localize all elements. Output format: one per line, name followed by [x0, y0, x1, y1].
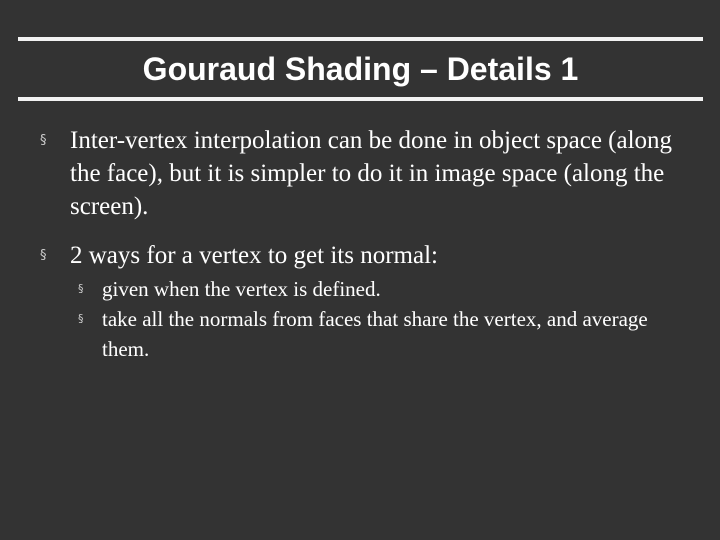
sub-bullet-marker-icon: §	[78, 282, 84, 295]
bullet-text: 2 ways for a vertex to get its normal:	[70, 242, 438, 269]
bullet-item	[40, 124, 680, 223]
sub-bullet-item	[78, 274, 680, 304]
bullet-marker-icon: §	[40, 133, 47, 148]
slide-body	[40, 124, 680, 364]
slide-title: Gouraud Shading – Details 1	[142, 51, 579, 87]
title-top-rule	[18, 37, 703, 41]
sub-bullet-text: take all the normals from faces that share the vertex, and average them.	[102, 307, 648, 361]
sub-bullet-text: given when the vertex is defined.	[102, 277, 381, 301]
sub-bullet-list	[78, 274, 680, 364]
bullet-text: Inter-vertex interpolation can be done in object space (along the face), but it is simpler to do it in image space (along the screen).	[70, 127, 673, 220]
sub-bullet-marker-icon: §	[78, 312, 84, 325]
bullet-item	[40, 239, 680, 272]
title-bottom-rule	[18, 97, 703, 101]
sub-bullet-item	[78, 304, 680, 364]
bullet-marker-icon: §	[40, 248, 47, 263]
